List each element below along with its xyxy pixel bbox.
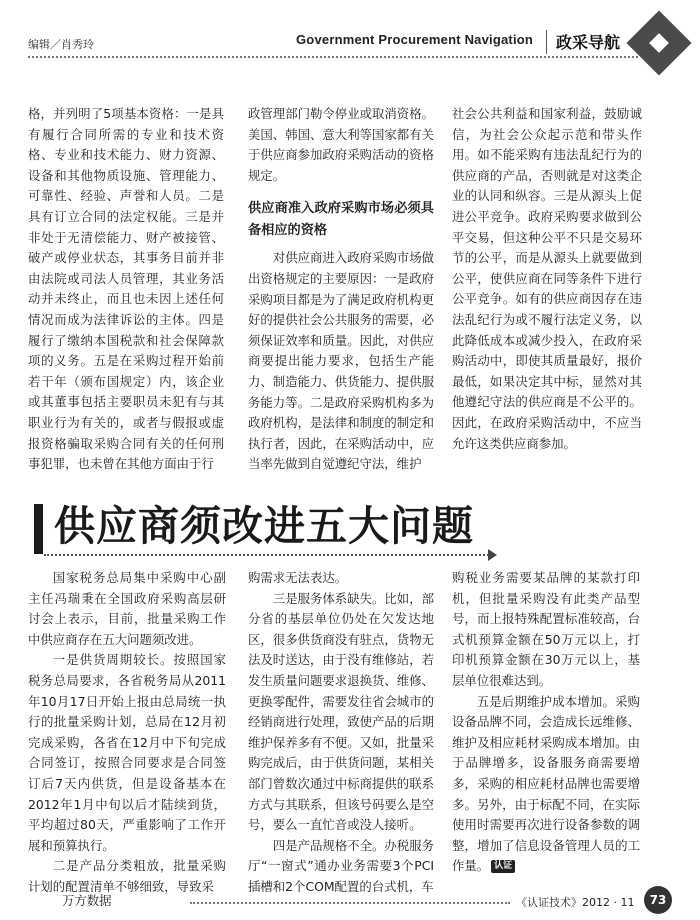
paragraph — [452, 692, 640, 877]
paragraph: 国家税务总局集中采购中心副主任冯瑞秉在全国政府采购高层研讨会上表示，目前，批量采购工作中供应商存在五大问题须改进。 — [28, 570, 226, 647]
end-mark-icon: 认证 — [491, 860, 515, 873]
bottom-article-column-3 — [452, 568, 640, 877]
arrow-right-icon — [488, 549, 497, 561]
paragraph: 三是服务体系缺失。比如，部分省的基层单位仍处在欠发达地区，很多供货商没有驻点，货物无法及时送达，由于没有维修站，若发生质量问题要求退换货、维修、更换零配件，需要发往省会城市的经销商进行处理，致使产品的后期维护保养多有不便。又如，批量采购完成后，由于供货问题，某相关部门曾数次通过中标商提供的联系方式与其联系，但该号码要么是空号，要么一直忙音或没人接听。 — [248, 590, 434, 833]
bottom-article-column-2 — [248, 568, 434, 898]
bottom-article-column-1 — [28, 568, 226, 898]
page-number: 73 — [644, 886, 672, 914]
section-title-english: Government Procurement Navigation — [296, 32, 534, 47]
section-title-chinese: 政采导航 — [556, 33, 621, 52]
paragraph: 二是产品分类粗放，批量采购计划的配置清单不够细致，导致采 — [28, 858, 226, 894]
header-divider — [546, 30, 547, 54]
paragraph: 一是供货周期较长。按照国家税务总局要求，各省税务局从2011年10月17日开始上报由总局统一执行的批量采购计划，总局在12月初完成采购，各省在12月中下旬完成合同签订，按照合同要求是合同签订后7天内供货，但是设备基本在2012年1月中旬以后才陆续到货，平均超过80天，严重影响了工作开展和预算执行。 — [28, 652, 226, 853]
paragraph: 政管理部门勒令停业或取消资格。美国、韩国、意大利等国家都有关于供应商参加政府采购活动的资格规定。 — [248, 106, 434, 183]
headline-dotted-arrow — [44, 554, 492, 556]
header-dotted-rule — [28, 56, 638, 58]
paragraph-text: 五是后期维护成本增加。采购设备品牌不同，会造成长远维修、维护及相应耗材采购成本增加。由于品牌增多，设备服务商需要增多，采购的相应耗材品牌也需要增多。另外，由于标配不同，在实际使用时需要再次进行设备参数的调整，增加了信息设备管理人员的工作量。 — [452, 693, 640, 874]
paragraph: 购需求无法表达。 — [248, 570, 348, 585]
source-watermark: 万方数据 — [62, 893, 112, 908]
paragraph: 格，并列明了5项基本资格：一是具有履行合同所需的专业和技术资格、专业和技术能力、财力资源、设备和其他物质设施、管理能力、可靠性、经验、声誉和人员。二是具有订立合同的法定权能。三是并非处于无清偿能力、财产被接管、破产或停业状态，其事务目前并非由法院或司法人员管理，其业务活动并未终止，而且也未因上述任何情况而成为法律诉讼的主体。四是履行了缴纳本国税款和社会保障款项的义务。五是在采购过程开始前若干年（颁布国规定）内，该企业或其董事包括主要职员未犯有与其职业行为有关的，或者与假报或虚报资格骗取采购合同有关的任何刑事犯罪，也未曾在其他方面由于行 — [28, 106, 224, 472]
top-article-column-1 — [28, 104, 224, 475]
article-headline: 供应商须改进五大问题 — [54, 502, 474, 550]
subheading: 供应商准入政府采购市场必须具备相应的资格 — [248, 201, 434, 239]
editor-credit: 编辑／肖秀玲 — [28, 38, 94, 51]
journal-footer: 《认证技术》2012 · 11 — [516, 896, 635, 909]
top-article-column-2 — [248, 104, 434, 475]
page-header — [0, 0, 700, 62]
footer-dotted-rule — [190, 902, 510, 904]
paragraph: 购税业务需要某品牌的某款打印机，但批量采购没有此类产品型号，而上报特殊配置标准较高，台式机预算金额在50万元以上，打印机预算金额在30万元以上，基层单位很难达到。 — [452, 570, 640, 688]
paragraph: 社会公共利益和国家利益，鼓励诚信，为社会公众起示范和带头作用。如不能采购有违法乱纪行为的供应商的产品，否则就是对这类企业的认同和纵容。三是从源头上促进公平竞争。政府采购要求做到公平交易，但这种公平不只是交易环节的公平，而是从源头上就要做到公平，使供应商在同等条件下进行公平竞争。如有的供应商因存在违法乱纪行为或不履行法定义务，以此降低成本或减少投入，在政府采购活动中，即使其质量最好，报价最低，如果决定其中标，显然对其他遵纪守法的供应商是不公平的。因此，在政府采购活动中，不应当允许这类供应商参加。 — [452, 106, 642, 451]
paragraph: 四是产品规格不全。办税服务厅“一窗式”通办业务需要3个PCI插槽和2个COM配置的台式机，车 — [248, 837, 434, 894]
top-article-column-3 — [452, 104, 642, 454]
paragraph: 对供应商进入政府采购市场做出资格规定的主要原因：一是政府采购项目都是为了满足政府机构更好的提供社会公共服务的需要，必须保证效率和质量。因此，对供应商要提出能力要求，包括生产能力、制造能力、供货能力、提供服务能力等。二是政府采购机构多为政府机构，是法律和制度的制定和执行者，因此，在采购活动中，应当率先做到自觉遵纪守法，维护 — [248, 250, 434, 472]
headline-bar — [34, 504, 43, 554]
